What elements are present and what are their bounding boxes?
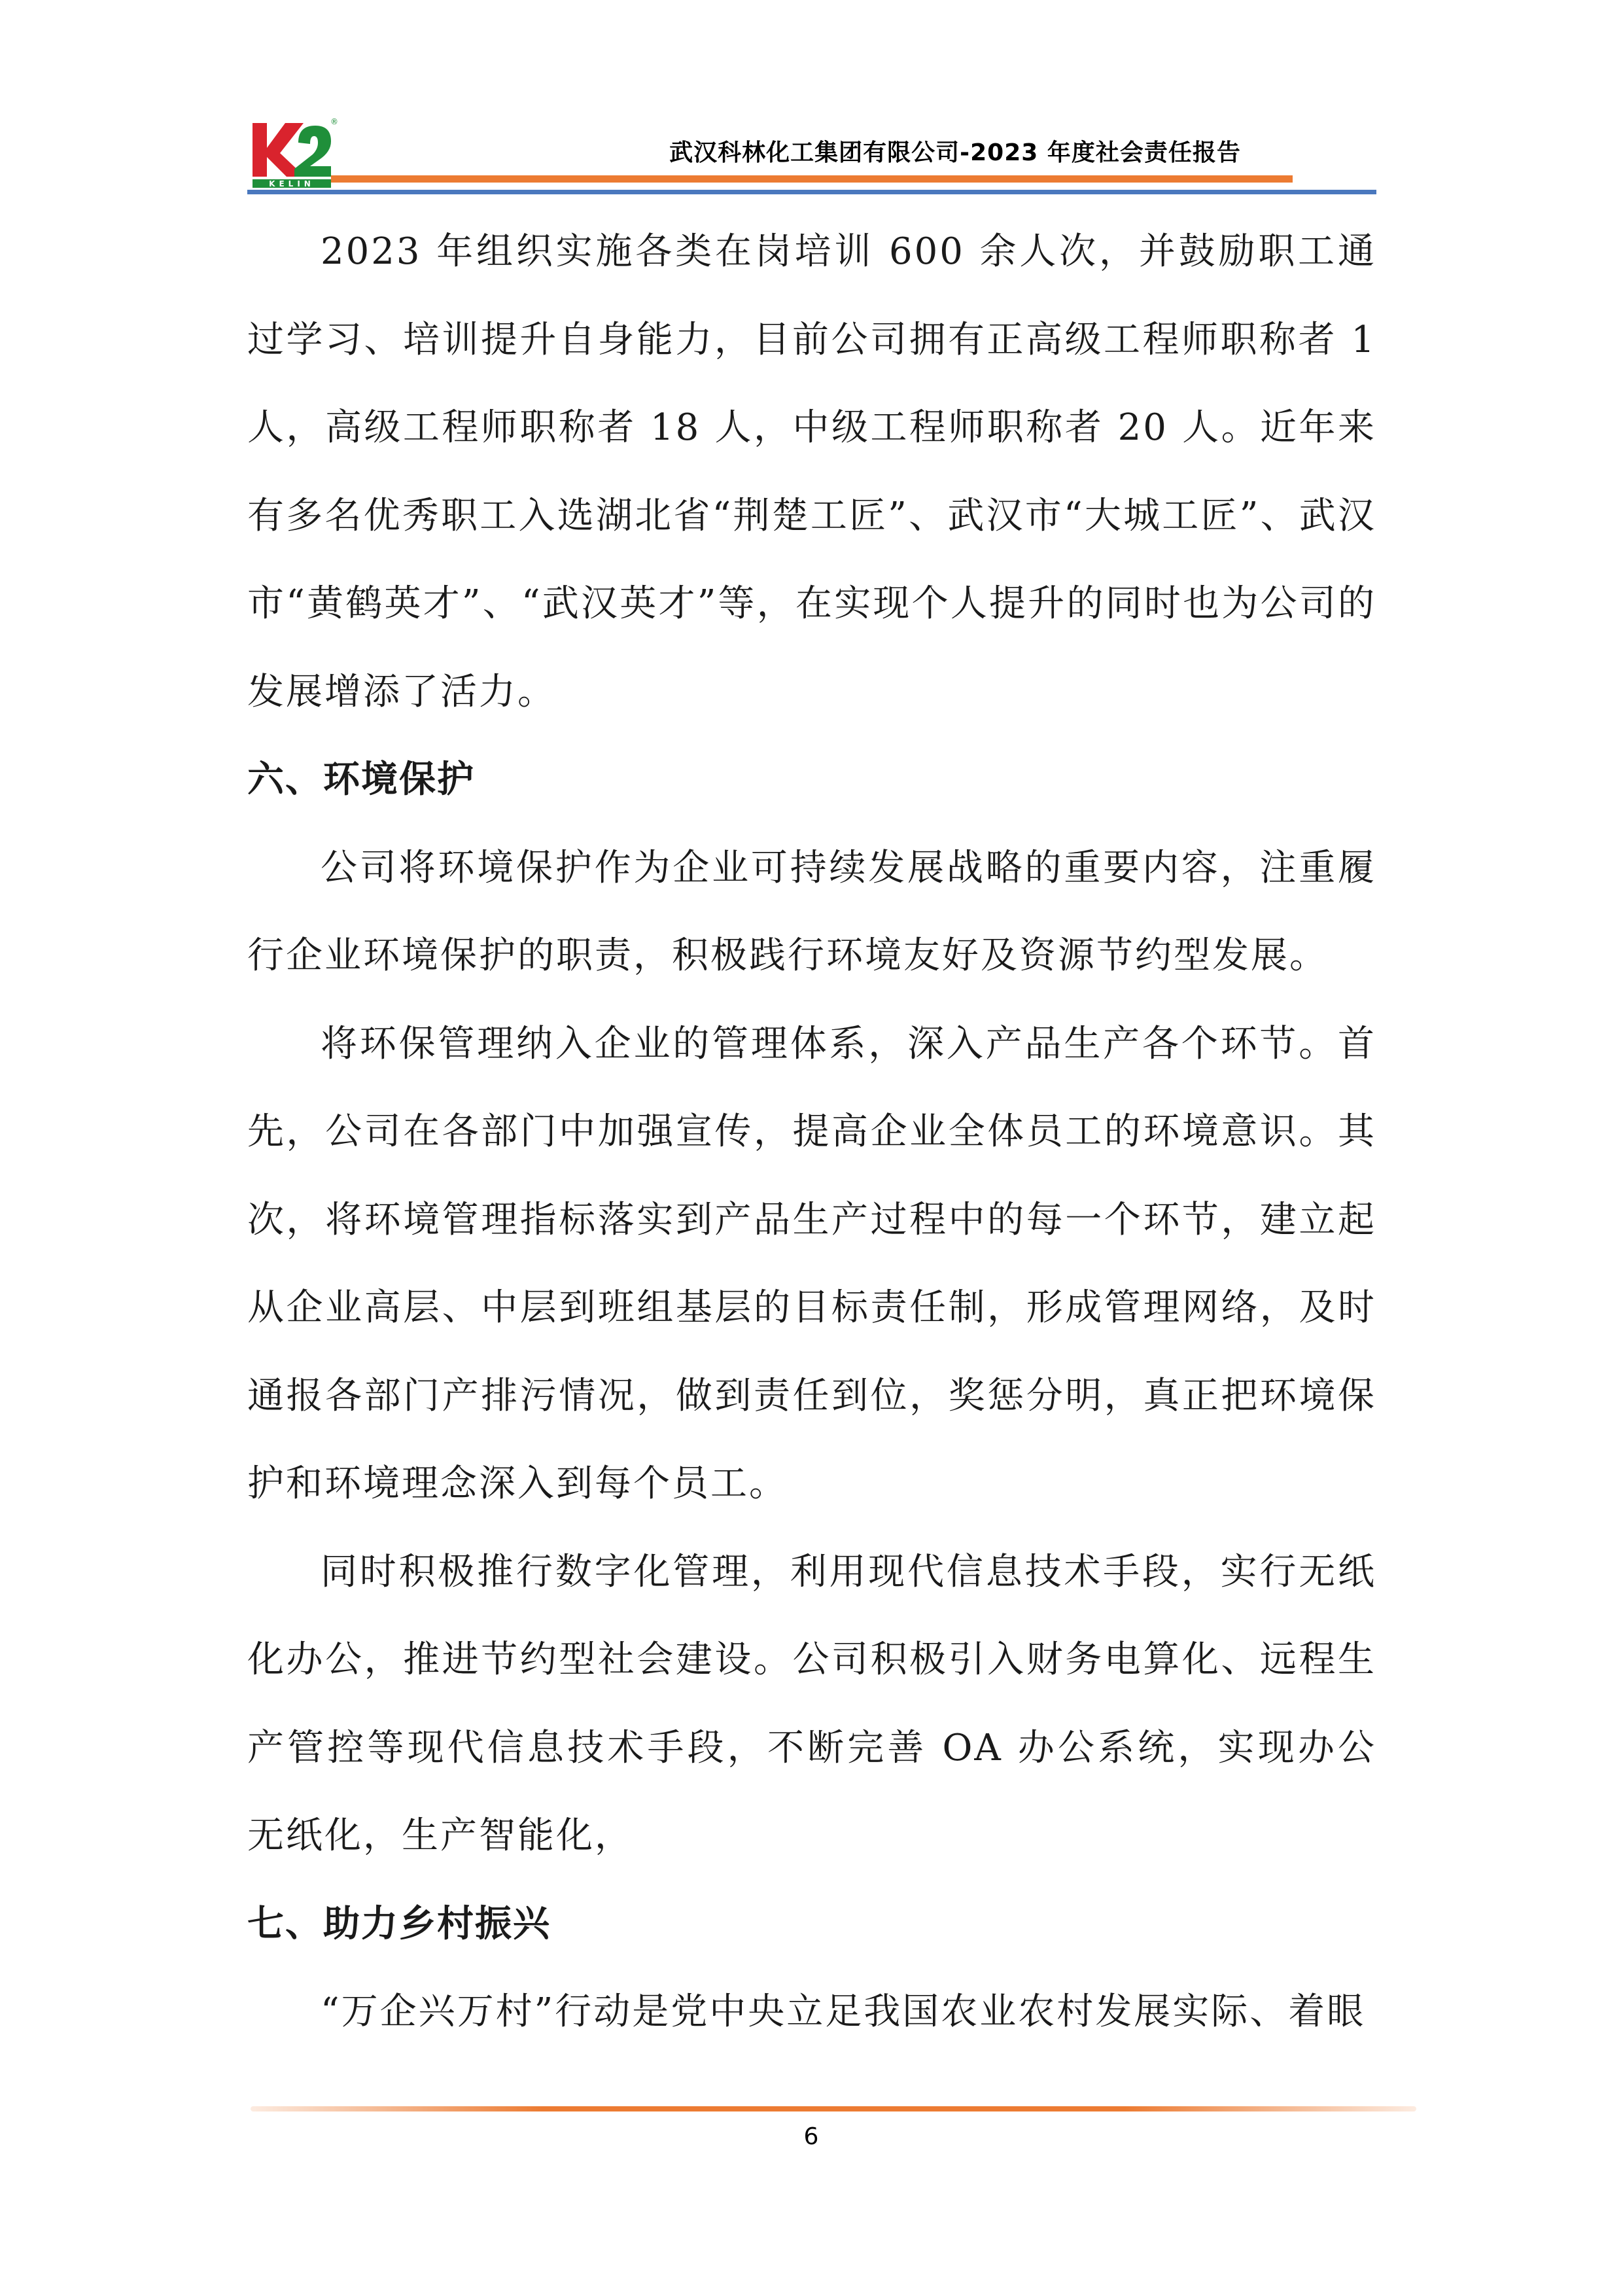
paragraph-environment-1: 公司将环境保护作为企业可持续发展战略的重要内容，注重履行企业环境保护的职责，积极践行环境友好及资源节约型发展。	[247, 846, 1376, 977]
page-number: 6	[803, 2123, 819, 2150]
footer-rule	[251, 2106, 1416, 2111]
paragraph-environment-2: 将环保管理纳入企业的管理体系，深入产品生产各个环节。首先，公司在各部门中加强宣传，提高企业全体员工的环境意识。其次，将环境管理指标落实到产品生产过程中的每一个环节，建立起从企业高层、中层到班组基层的目标责任制，形成管理网络，及时通报各部门产排污情况，做到责任到位，奖惩分明，真正把环境保护和环境理念深入到每个员工。	[247, 1022, 1376, 1505]
paragraph-training: 2023 年组织实施各类在岗培训 600 余人次，并鼓励职工通过学习、培训提升自身能力，目前公司拥有正高级工程师职称者 1 人，高级工程师职称者 18 人，中级工程师职称者 20 人。近年来有多名优秀职工入选湖北省“荆楚工匠”、武汉市“大城工匠”、武汉市“黄鹤英才”、“武汉英才”等，在实现个人提升的同时也为公司的发展增添了活力。	[247, 230, 1376, 713]
header-rule-orange	[331, 175, 1293, 183]
logo-wordmark: KELIN	[269, 179, 315, 188]
section-heading-environment: 六、环境保护	[247, 758, 475, 801]
paragraph-rural-1: “万企兴万村”行动是党中央立足我国农业农村发展实际、着眼	[321, 1990, 1366, 2033]
section-heading-rural: 七、助力乡村振兴	[247, 1902, 551, 1945]
registered-mark: ®	[330, 117, 338, 126]
company-logo	[247, 116, 336, 188]
paragraph-environment-3: 同时积极推行数字化管理，利用现代信息技术手段，实行无纸化办公，推进节约型社会建设。公司积极引入财务电算化、远程生产管控等现代信息技术手段，不断完善 OA 办公系统，实现办公无纸化，生产智能化，	[247, 1550, 1377, 1857]
document-body	[247, 208, 1376, 2057]
page-header	[247, 116, 1376, 203]
report-title: 武汉科林化工集团有限公司-2023 年度社会责任报告	[669, 139, 1241, 166]
header-rule-blue	[247, 190, 1376, 194]
